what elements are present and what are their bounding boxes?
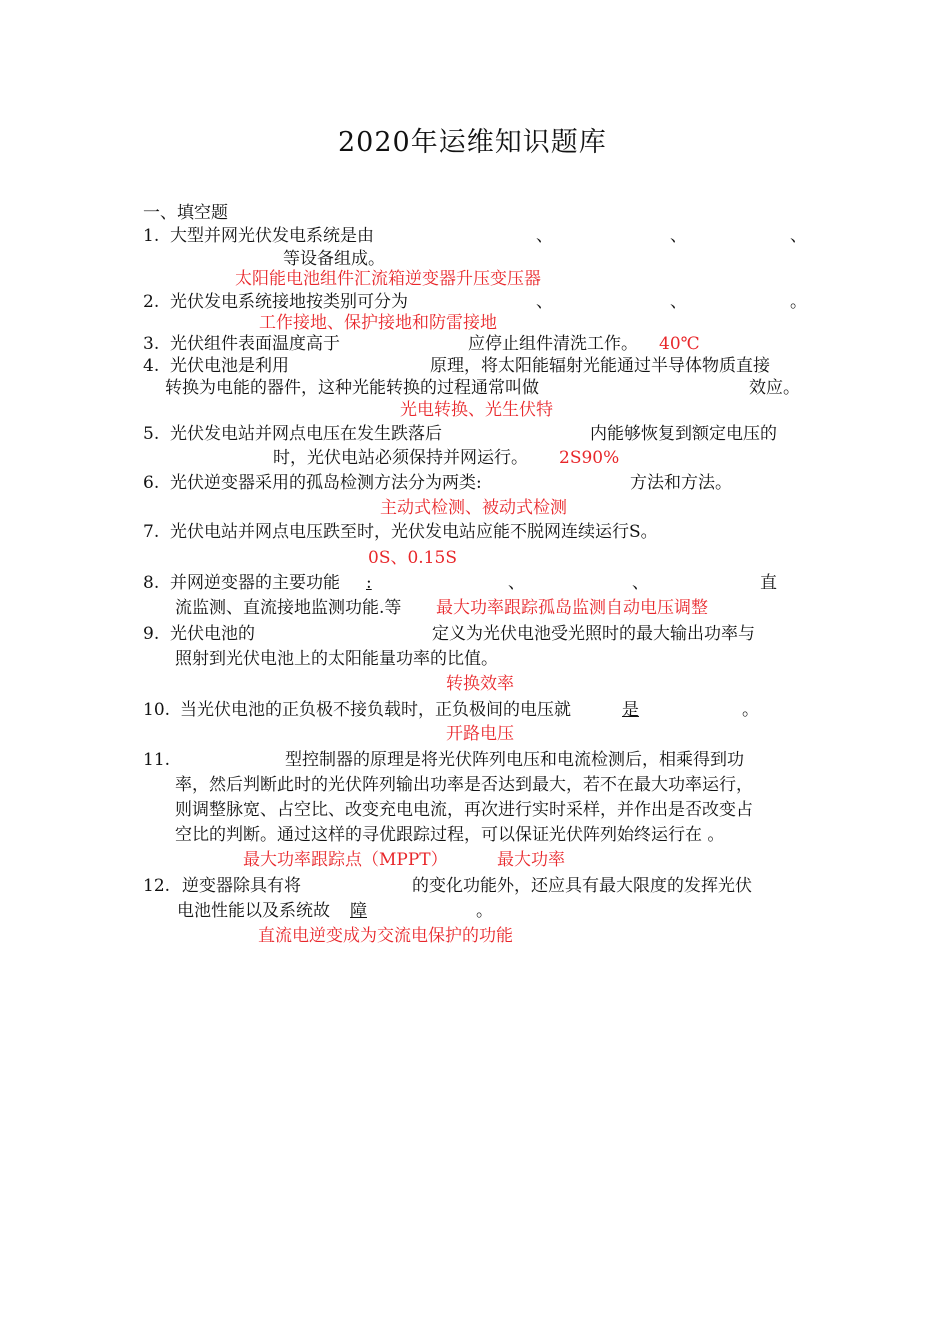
q2-separator: 、 — [670, 292, 687, 312]
q8-answer: 最大功率跟踪孤岛监测自动电压调整 — [436, 598, 708, 618]
q10-underlined: 是 — [622, 700, 639, 720]
q4-text: 原理，将太阳能辐射光能通过半导体物质直接 — [430, 356, 770, 376]
q2-number: 2. — [143, 292, 160, 312]
q8-number: 8. — [143, 573, 160, 593]
q9-text-line2: 照射到光伏电池上的太阳能量功率的比值。 — [175, 649, 498, 669]
q7-text: 光伏电站并网点电压跌至时，光伏发电站应能不脱网连续运行S。 — [170, 522, 658, 542]
q12-text-line2: 。 — [476, 901, 493, 921]
q12-answer: 直流电逆变成为交流电保护的功能 — [258, 926, 513, 946]
q1-text-line2: 等设备组成。 — [283, 249, 385, 269]
q1-separator: 、 — [670, 226, 687, 246]
q5-text: 内能够恢复到额定电压的 — [590, 424, 777, 444]
q10-text: 。 — [742, 700, 759, 720]
q4-answer: 光电转换、光生伏特 — [400, 400, 553, 420]
q1-answer: 太阳能电池组件汇流箱逆变器升压变压器 — [235, 269, 541, 289]
q2-separator: 、 — [536, 292, 553, 312]
q1-separator: 、 — [536, 226, 553, 246]
q9-text: 光伏电池的 — [170, 624, 255, 644]
q5-text: 光伏发电站并网点电压在发生跌落后 — [170, 424, 442, 444]
q8-text: 并网逆变器的主要功能 — [170, 573, 340, 593]
q3-answer: 40℃ — [659, 334, 700, 354]
q4-number: 4. — [143, 356, 160, 376]
q7-number: 7. — [143, 522, 160, 542]
q8-text: 直 — [760, 573, 777, 593]
q3-text: 光伏组件表面温度高于 — [170, 334, 340, 354]
q8-separator: 、 — [508, 573, 525, 593]
q10-text: 当光伏电池的正负极不接负载时，正负极间的电压就 — [180, 700, 571, 720]
q5-text-line2: 时，光伏电站必须保持并网运行。 — [273, 448, 528, 468]
q11-text-line2: 率，然后判断此时的光伏阵列输出功率是否达到最大，若不在最大功率运行， — [175, 775, 753, 795]
q4-text-line2: 效应。 — [749, 378, 800, 398]
q2-end: 。 — [790, 292, 807, 312]
document-title: 2020年运维知识题库 — [338, 127, 607, 158]
q12-underlined: 障 — [350, 901, 367, 921]
q9-number: 9. — [143, 624, 160, 644]
q1-separator: 、 — [790, 226, 807, 246]
q9-answer: 转换效率 — [446, 674, 514, 694]
q2-text: 光伏发电系统接地按类别可分为 — [170, 292, 408, 312]
q12-text: 的变化功能外，还应具有最大限度的发挥光伏 — [412, 876, 752, 896]
q9-text: 定义为光伏电池受光照时的最大输出功率与 — [432, 624, 755, 644]
q8-colon: : — [366, 573, 372, 593]
q11-number: 11. — [143, 750, 171, 770]
q8-text-line2: 流监测、直流接地监测功能.等 — [175, 598, 402, 618]
q3-number: 3. — [143, 334, 160, 354]
q6-text: 光伏逆变器采用的孤岛检测方法分为两类: — [170, 473, 482, 493]
q6-text: 方法和方法。 — [630, 473, 732, 493]
q6-number: 6. — [143, 473, 160, 493]
q11-text: 型控制器的原理是将光伏阵列电压和电流检测后，相乘得到功 — [285, 750, 744, 770]
q10-answer: 开路电压 — [446, 724, 514, 744]
q11-text-line4: 空比的判断。通过这样的寻优跟踪过程，可以保证光伏阵列始终运行在 。 — [175, 825, 725, 845]
q12-number: 12. — [143, 876, 171, 896]
q7-answer: 0S、0.15S — [368, 548, 457, 568]
q11-answer: 最大功率跟踪点（MPPT） — [243, 850, 448, 870]
q12-text: 逆变器除具有将 — [182, 876, 301, 896]
q11-text-line3: 则调整脉宽、占空比、改变充电电流，再次进行实时采样，并作出是否改变占 — [175, 800, 753, 820]
q2-answer: 工作接地、保护接地和防雷接地 — [259, 313, 497, 333]
q4-text-line2: 转换为电能的器件，这种光能转换的过程通常叫做 — [165, 378, 539, 398]
q12-text-line2: 电池性能以及系统故 — [177, 901, 330, 921]
q1-number: 1. — [143, 226, 160, 246]
section-heading: 一、填空题 — [143, 203, 228, 223]
q5-number: 5. — [143, 424, 160, 444]
q6-answer: 主动式检测、被动式检测 — [380, 498, 567, 518]
q4-text: 光伏电池是利用 — [170, 356, 289, 376]
q5-answer: 2S90% — [559, 448, 620, 468]
q1-text: 大型并网光伏发电系统是由 — [170, 226, 374, 246]
q3-text: 应停止组件清洗工作。 — [468, 334, 638, 354]
q8-separator: 、 — [632, 573, 649, 593]
q11-answer: 最大功率 — [497, 850, 565, 870]
q10-number: 10. — [143, 700, 171, 720]
